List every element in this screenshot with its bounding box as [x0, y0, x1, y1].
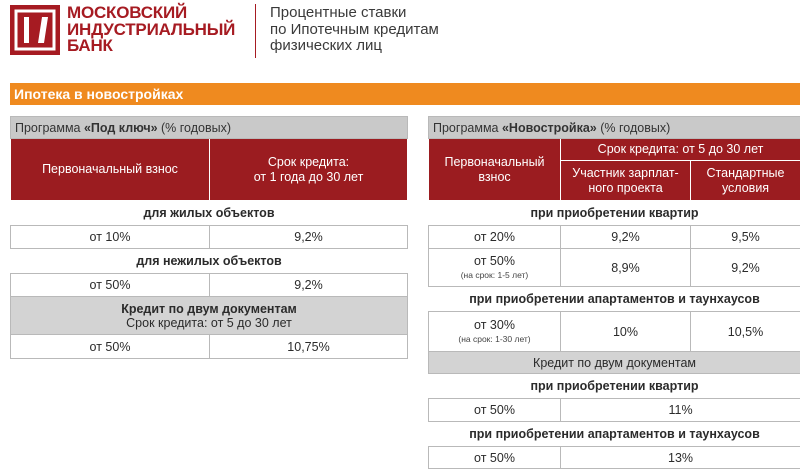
- term-note: (на срок: 1-30 лет): [458, 333, 531, 344]
- cell-down-payment: от 10%: [11, 226, 210, 249]
- bank-name-line2: ИНДУСТРИАЛЬНЫЙ: [67, 19, 236, 39]
- subheader-residential: для жилых объектов: [11, 201, 408, 226]
- subheader-nonresidential: для нежилых объектов: [11, 249, 408, 274]
- two-documents-header: Кредит по двум документам: [429, 352, 800, 374]
- cell-rate-standard: 9,5%: [691, 226, 800, 249]
- page-title: [270, 5, 439, 55]
- page-title-line1: Процентные ставки: [270, 4, 407, 21]
- bank-name: [67, 5, 235, 55]
- section-band: [10, 83, 800, 105]
- cell-rate: 13%: [561, 447, 800, 469]
- program-name: «Под ключ»: [83, 120, 158, 135]
- cell-rate: 11%: [561, 399, 800, 422]
- col-header-standard: Стандартные условия: [691, 161, 800, 201]
- cell-down-payment: от 50%: [429, 399, 561, 422]
- cell-down-payment: от 50%: [429, 447, 561, 469]
- cell-rate-standard: 9,2%: [691, 249, 800, 287]
- bank-name-line3: БАНК: [67, 36, 113, 55]
- cell-down-payment: от 30% (на срок: 1-30 лет): [429, 312, 561, 352]
- col-header-down-payment: Первоначальный взнос: [11, 139, 210, 201]
- cell-rate-salary: 10%: [561, 312, 691, 352]
- cell-rate-salary: 8,9%: [561, 249, 691, 287]
- cell-down-payment: от 50%: [11, 274, 210, 297]
- program-caption: Программа «Новостройка» (% годовых): [429, 117, 800, 139]
- col-header-down-payment: Первоначальный взнос: [429, 139, 561, 201]
- header-divider: [255, 4, 256, 58]
- cell-rate: 9,2%: [210, 274, 408, 297]
- cell-rate-standard: 10,5%: [691, 312, 800, 352]
- program-caption: Программа «Под ключ» (% годовых): [11, 117, 408, 139]
- subheader-townhouses: при приобретении апартаментов и таунхаусов: [429, 422, 800, 447]
- bank-name-line1: МОСКОВСКИЙ: [67, 3, 187, 22]
- subheader-townhouses: при приобретении апартаментов и таунхаусов: [429, 287, 800, 312]
- term-note: (на срок: 1-5 лет): [460, 269, 529, 280]
- col-header-salary-project: Участник зарплат- ного проекта: [561, 161, 691, 201]
- section-title: Ипотека в новостройках: [14, 86, 184, 102]
- col-header-term: Срок кредита: от 5 до 30 лет: [561, 139, 800, 161]
- two-documents-header: [11, 297, 408, 335]
- cell-down-payment: от 20%: [429, 226, 561, 249]
- bank-logo: [10, 5, 60, 55]
- cell-rate-salary: 9,2%: [561, 226, 691, 249]
- page-title-line3: физических лиц: [270, 37, 382, 54]
- page-title-line2: по Ипотечным кредитам: [270, 20, 439, 38]
- cell-down-payment: от 50% (на срок: 1-5 лет): [429, 249, 561, 287]
- program-table-new-building: [428, 116, 800, 469]
- two-documents-title: Кредит по двум документам: [121, 301, 297, 316]
- program-name: «Новостройка»: [501, 120, 597, 135]
- program-table-turnkey: [10, 116, 408, 359]
- cell-rate: 10,75%: [210, 335, 408, 359]
- cell-down-payment: от 50%: [11, 335, 210, 359]
- subheader-apartments: при приобретении квартир: [429, 201, 800, 226]
- two-documents-term: Срок кредита: от 5 до 30 лет: [126, 315, 292, 330]
- col-header-term: Срок кредита: от 1 года до 30 лет: [210, 139, 408, 201]
- cell-rate: 9,2%: [210, 226, 408, 249]
- subheader-apartments: при приобретении квартир: [429, 374, 800, 399]
